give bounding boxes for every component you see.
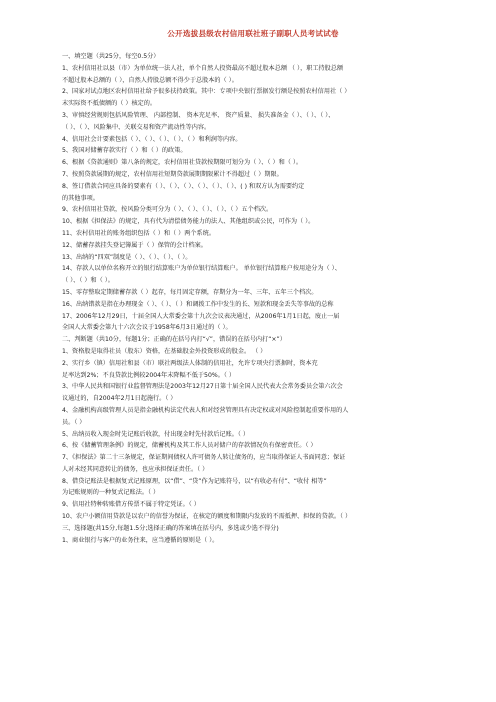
text-line: 1、商业银行与客户的业务往来，应当遵循的原则是（ ）。 <box>62 536 219 544</box>
text-line: 议通过的，自2004年2月1日起施行。（ ） <box>62 395 177 403</box>
text-line: 14、存款人以单位名称开立的银行结算账户为单位银行结算账户。 单位银行结算账户按用途分为（ ）、 <box>62 265 341 273</box>
text-line: 2、实行乡（镇）信用社和县（市）联社两级法人体制的信用社，允许专项央行票据时，资本充 <box>62 359 318 367</box>
text-line: 7、按照贷款展期的规定，农村信用社短期贷款展期期限累计不得超过（ ）期限。 <box>62 170 283 178</box>
text-line: 16、出纳错款是指在办理现金（ ）、（ ）、（ ）和调拨工作中发生的长、短款和现金丢失等事故的总称 <box>62 300 334 308</box>
text-line: 6、根据《贷款通则》第八条的规定，农村信用社贷款按期限可划分为（ ）、（ ）和（ ）。 <box>62 159 303 167</box>
text-line: 员。（ ） <box>62 418 86 426</box>
text-line: 一、填空题（共25分，每空0.5分） <box>62 53 160 60</box>
text-line: 6、按《储蓄管理条例》的规定，储蓄机构及其工作人员对储户的存款情况负有保密责任。（ ） <box>62 442 317 450</box>
text-line: 7、《担保法》第二十三条规定，保证期间债权人许可债务人转让债务的，应当取得保证人书面同意；保证 <box>62 454 346 462</box>
document-body <box>62 51 444 546</box>
text-line: 8、借贷记账法是根据复式记账原理，以“借”、“贷”作为记账符号，以“有收必有付”、“收付 相等” <box>62 477 327 485</box>
text-line: 三、选择题(共15分,每题1.5分;选择正确的答案填在括号内，多选或少选不得分) <box>62 524 279 532</box>
text-line: 8、签订借款合同应具备的要素有（ ）、（ ）、（ ）、（ ）、（ ）、（ ）、( ) 和双方认为需要约定 <box>62 182 305 190</box>
text-line: （ ）、（ ）、风险集中、关联交易和资产流动性等内容。 <box>62 123 211 131</box>
text-line: 11、农村信用社的账务组织包括（ ）和（ ）两个系统。 <box>62 229 215 237</box>
text-line: 全国人大常委会第九十六次会议于1958年6月3日通过的（ ）。 <box>62 324 232 332</box>
text-line: 1、农村信用社以县（市）为单位统一法人社，单个自然人投资最高不超过股本总额 （ ），职工持股总额 <box>62 64 344 72</box>
document-title: 公开选拔县级农村信用联社班子副职人员考试试卷 <box>167 29 339 38</box>
text-line: 足率达到2%；不良贷款比例较2004年末降幅不低于50%。（ ） <box>62 371 235 379</box>
text-line: 4、信用社会计要素包括（ ）、（ ）、（ ）、（ ）、（ ）和利润等内容。 <box>62 135 242 143</box>
text-line: 9、农村信用社贷款，按风险分类可分为（ ）、（ ）、（ ）、（ ）、（ ）五个档次。 <box>62 206 273 214</box>
text-line: （ ）、（ ）和（ ）。 <box>62 277 114 285</box>
text-line: 末实际资不抵债额的（ ）核定的。 <box>62 100 157 108</box>
text-line: 5、我国对储蓄存款实行（ ）和（ ）的政策。 <box>62 147 187 155</box>
text-line: 3、审慎经营规则包括风险管理、 内部控制、 资本充足率、 资产质量、 损失准备金（ ）、（ ）、（ ）、 <box>62 111 335 119</box>
text-line: 人对未经其同意转让的债务，也应承担保证责任。（ ） <box>62 465 209 473</box>
text-line: 1、资格股是取得社员（股东）资格，在基础股金外投资形成的股金。 （ ） <box>62 347 267 355</box>
text-line: 2、国家对试点地区农村信用社给予很多扶持政策。其中：专项中央银行票据发行额是按照农村信用社（ ） <box>62 88 351 96</box>
text-line: 的其他事项。 <box>62 194 99 202</box>
text-line: 10、农户小额信用贷款是以农户的信誉为保证，在核定的额度和期限内发放的不需抵押、担保的贷款。（ ） <box>62 513 352 521</box>
text-line: 15、零存整取定期储蓄存款（ ）起存，每月固定存额，存期分为一年、三年、五年三个档次。 <box>62 288 318 296</box>
text-line: 4、金融机构高级管理人员是指金融机构法定代表人和对经营管理具有决定权或对风险控制起重要作用的人 <box>62 406 349 414</box>
text-line: 13、出纳的“四双”制度是（ ）、（ ）、（ ）、（ ）。 <box>62 253 192 261</box>
text-line: 不超过股本总额的（ ），自然人持股总额不得少于总股本的（ ）。 <box>62 76 238 84</box>
text-line: 10、根据《担保法》的规定，具有代为清偿债务能力的法人、其他组织或公民，可作为（ ）。 <box>62 218 315 226</box>
text-line: 17、2006年12月29日，十届全国人大常委会第十九次会议表决通过，从2006年1月1日起，废止一届 <box>62 312 340 320</box>
text-line: 9、信用社特种转账借方传票不属于特定凭证。（ ） <box>62 501 200 509</box>
text-line: 二、判断题（共10分，每题1分；正确的在括号内打“√”，错误的在括号内打“×”） <box>62 336 286 344</box>
text-line: 12、储蓄存款挂失登记簿属于（ ）保管的会计档案。 <box>62 241 207 249</box>
text-line: 为记账规则的一种复式记账法。（ ） <box>62 489 160 497</box>
text-line: 5、出纳员收入现金时先记账后收款，付出现金时先付款后记账。（ ） <box>62 430 250 438</box>
text-line: 3、中华人民共和国银行业监督管理法是2003年12月27日第十届全国人民代表大会常务委员会第六次会 <box>62 383 343 391</box>
